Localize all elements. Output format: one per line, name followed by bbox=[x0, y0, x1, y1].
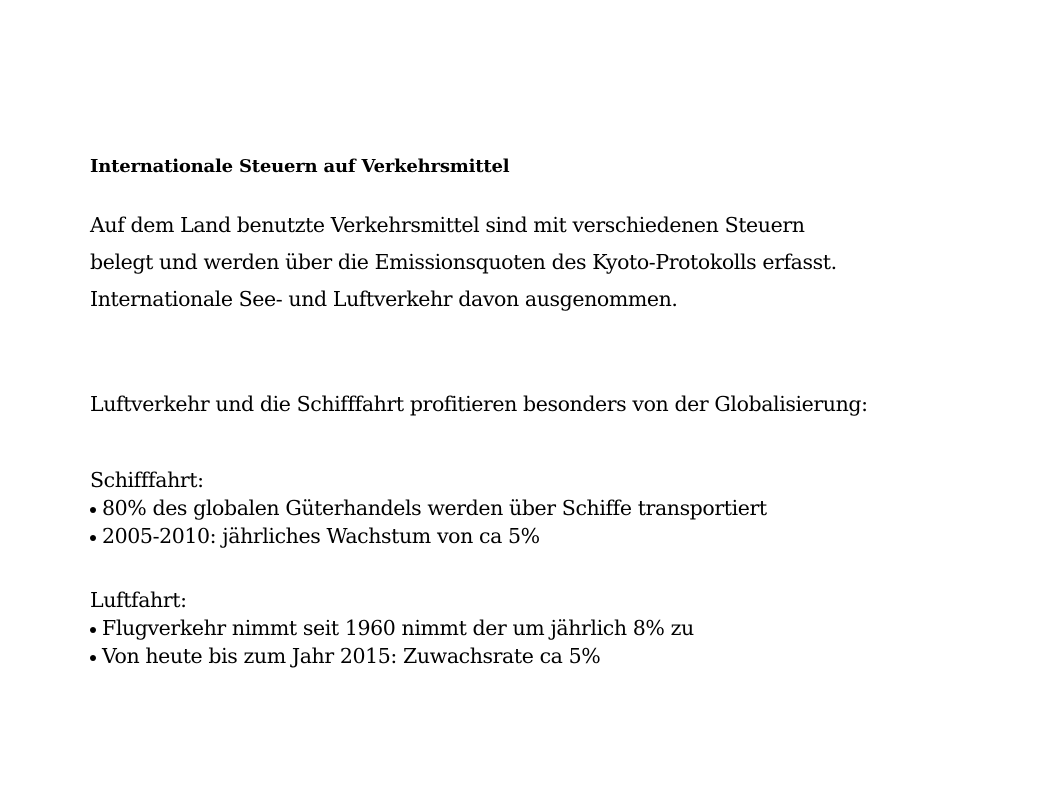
slide-title: Internationale Steuern auf Verkehrsmittel bbox=[90, 156, 510, 177]
globalization-statement: Luftverkehr und die Schifffahrt profitieren besonders von der Globalisierung: bbox=[90, 392, 868, 416]
intro-line: Auf dem Land benutzte Verkehrsmittel sind mit verschiedenen Steuern bbox=[90, 213, 805, 237]
shipping-heading: Schifffahrt: bbox=[90, 468, 204, 492]
intro-paragraph bbox=[90, 207, 1050, 318]
intro-line: belegt und werden über die Emissionsquoten des Kyoto-Protokolls erfasst. bbox=[90, 250, 837, 274]
shipping-section bbox=[90, 466, 767, 550]
bullet-icon bbox=[90, 655, 96, 661]
aviation-section bbox=[90, 586, 694, 670]
bullet-text: Von heute bis zum Jahr 2015: Zuwachsrate ca 5% bbox=[102, 644, 601, 668]
list-item bbox=[90, 642, 694, 670]
list-item bbox=[90, 494, 767, 522]
shipping-bullet-list bbox=[90, 494, 767, 550]
bullet-text: Flugverkehr nimmt seit 1960 nimmt der um jährlich 8% zu bbox=[102, 616, 694, 640]
bullet-icon bbox=[90, 507, 96, 513]
aviation-bullet-list bbox=[90, 614, 694, 670]
list-item bbox=[90, 614, 694, 642]
intro-line: Internationale See- und Luftverkehr davon ausgenommen. bbox=[90, 287, 678, 311]
bullet-text: 2005-2010: jährliches Wachstum von ca 5% bbox=[102, 524, 540, 548]
bullet-icon bbox=[90, 627, 96, 633]
bullet-icon bbox=[90, 535, 96, 541]
aviation-heading: Luftfahrt: bbox=[90, 588, 187, 612]
list-item bbox=[90, 522, 767, 550]
bullet-text: 80% des globalen Güterhandels werden über Schiffe transportiert bbox=[102, 496, 767, 520]
